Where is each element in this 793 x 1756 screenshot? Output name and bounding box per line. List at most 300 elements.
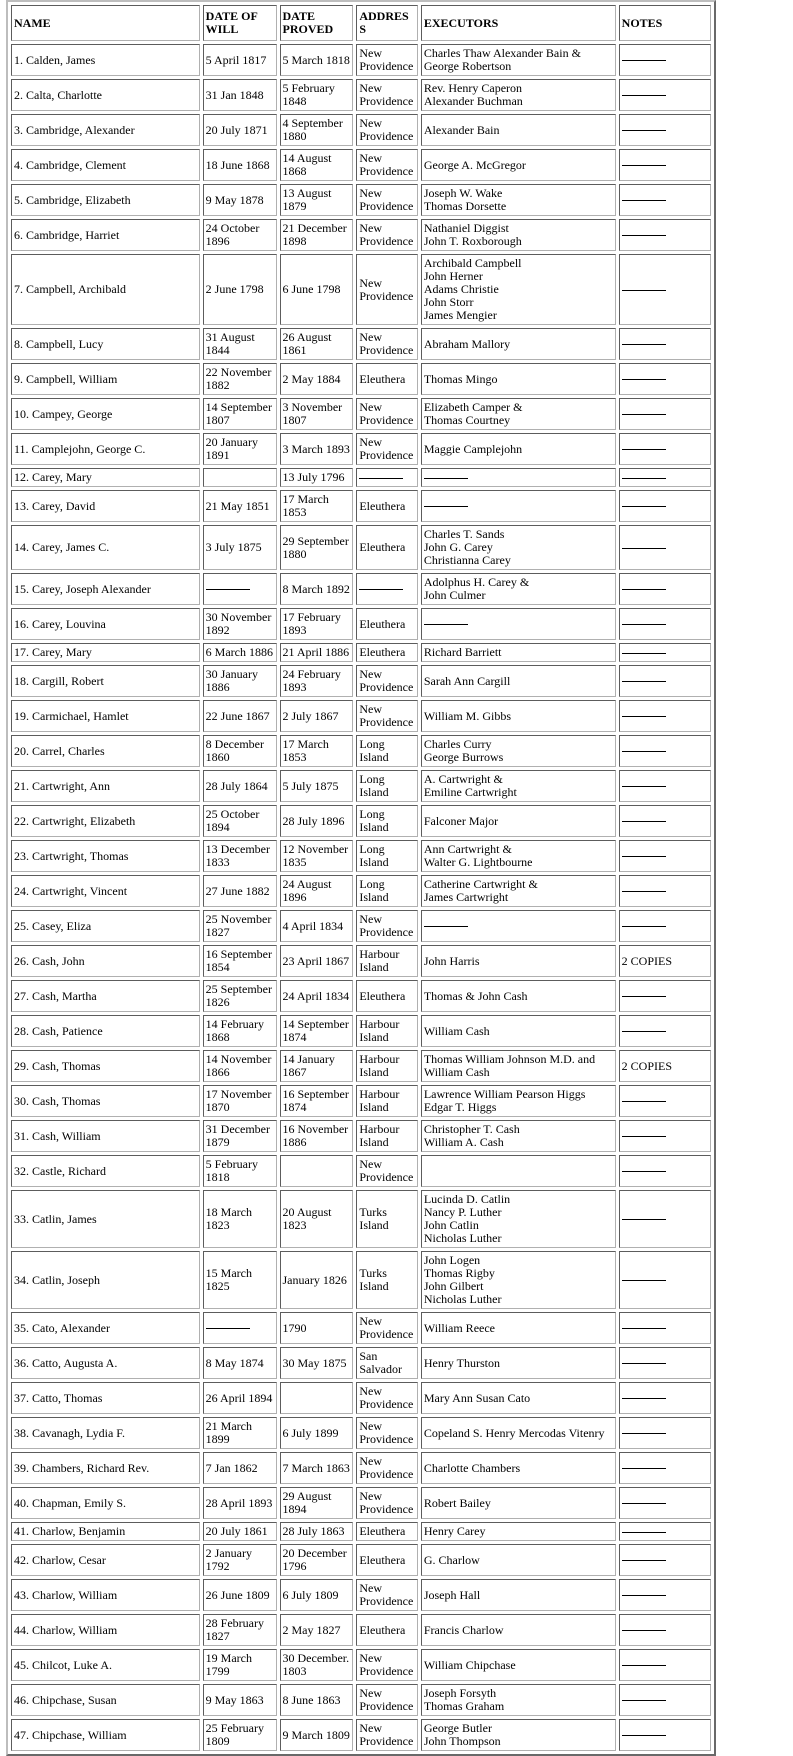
executor-name: Thomas & John Cash bbox=[423, 988, 528, 1003]
table-row bbox=[11, 468, 711, 487]
executor-name: Maggie Camplejohn bbox=[423, 441, 523, 456]
cell-date-proved: 17 March 1853 bbox=[280, 735, 354, 767]
cell-executors bbox=[421, 433, 616, 465]
cell-address: New Providence bbox=[356, 910, 418, 942]
cell-date-of-will: 18 March 1823 bbox=[203, 1190, 277, 1248]
cell-date-proved: 20 December 1796 bbox=[280, 1544, 354, 1576]
table-row bbox=[11, 114, 711, 146]
cell-notes bbox=[619, 1649, 711, 1681]
cell-executors bbox=[421, 1649, 616, 1681]
cell-notes bbox=[619, 1614, 711, 1646]
cell-date-of-will: 26 April 1894 bbox=[203, 1382, 277, 1414]
cell-address: Eleuthera bbox=[356, 980, 418, 1012]
cell-notes bbox=[619, 1719, 711, 1751]
cell-date-proved bbox=[280, 1382, 354, 1414]
blank-line bbox=[622, 589, 666, 590]
cell-name: 15. Carey, Joseph Alexander bbox=[11, 573, 200, 605]
cell-date-proved: 1790 bbox=[280, 1312, 354, 1344]
executor-name: Nathaniel Diggist bbox=[423, 221, 509, 235]
blank-line bbox=[622, 856, 666, 857]
cell-date-of-will: 13 December 1833 bbox=[203, 840, 277, 872]
executor-name: Alexander Buchman bbox=[423, 94, 523, 108]
cell-notes bbox=[619, 735, 711, 767]
cell-notes bbox=[619, 1251, 711, 1309]
cell-date-of-will: 25 September 1826 bbox=[203, 980, 277, 1012]
cell-date-proved: 8 June 1863 bbox=[280, 1684, 354, 1716]
cell-executors bbox=[421, 770, 616, 802]
executor-name: Joseph Forsyth bbox=[423, 1686, 497, 1700]
cell-notes bbox=[619, 700, 711, 732]
cell-date-of-will: 2 January 1792 bbox=[203, 1544, 277, 1576]
executor-name: Charles Thaw Alexander Bain & George Robertson bbox=[423, 46, 581, 73]
table-row bbox=[11, 1649, 711, 1681]
cell-date-of-will: 14 September 1807 bbox=[203, 398, 277, 430]
executor-name: Nicholas Luther bbox=[423, 1292, 502, 1306]
cell-date-of-will: 30 November 1892 bbox=[203, 608, 277, 640]
blank-line bbox=[622, 891, 666, 892]
cell-address bbox=[356, 468, 418, 487]
cell-executors bbox=[421, 805, 616, 837]
executor-name: G. Charlow bbox=[423, 1552, 480, 1567]
cell-date-of-will: 28 February 1827 bbox=[203, 1614, 277, 1646]
cell-date-proved: 3 March 1893 bbox=[280, 433, 354, 465]
cell-date-proved: 4 September 1880 bbox=[280, 114, 354, 146]
cell-date-proved: 16 November 1886 bbox=[280, 1120, 354, 1152]
cell-notes bbox=[619, 1544, 711, 1576]
cell-notes: 2 COPIES bbox=[619, 945, 711, 977]
blank-line bbox=[622, 1595, 666, 1596]
cell-notes bbox=[619, 980, 711, 1012]
blank-line bbox=[206, 589, 250, 590]
table-row bbox=[11, 665, 711, 697]
cell-address: New Providence bbox=[356, 184, 418, 216]
cell-address: San Salvador bbox=[356, 1347, 418, 1379]
table-row bbox=[11, 1719, 711, 1751]
cell-notes bbox=[619, 1452, 711, 1484]
executor-name: Thomas Graham bbox=[423, 1699, 505, 1713]
cell-date-proved: 24 February 1893 bbox=[280, 665, 354, 697]
cell-name: 32. Castle, Richard bbox=[11, 1155, 200, 1187]
cell-date-proved: 17 March 1853 bbox=[280, 490, 354, 522]
executor-name: Joseph Hall bbox=[423, 1587, 481, 1602]
table-row bbox=[11, 1347, 711, 1379]
cell-executors bbox=[421, 643, 616, 662]
cell-name: 24. Cartwright, Vincent bbox=[11, 875, 200, 907]
executor-name: Alexander Bain bbox=[423, 122, 500, 137]
cell-notes bbox=[619, 573, 711, 605]
executor-name: William A. Cash bbox=[423, 1135, 504, 1149]
blank-line bbox=[622, 1433, 666, 1434]
cell-name: 6. Cambridge, Harriet bbox=[11, 219, 200, 251]
cell-notes bbox=[619, 363, 711, 395]
table-row bbox=[11, 1522, 711, 1541]
table-row bbox=[11, 1382, 711, 1414]
blank-line bbox=[622, 1630, 666, 1631]
cell-address: Eleuthera bbox=[356, 643, 418, 662]
cell-date-proved: 4 April 1834 bbox=[280, 910, 354, 942]
executor-name: William Chipchase bbox=[423, 1657, 516, 1672]
table-row bbox=[11, 1487, 711, 1519]
cell-date-of-will: 20 January 1891 bbox=[203, 433, 277, 465]
cell-notes bbox=[619, 149, 711, 181]
executor-name: Charles T. Sands bbox=[423, 527, 505, 541]
executor-name: Catherine Cartwright & bbox=[423, 877, 538, 891]
blank-line bbox=[424, 624, 468, 625]
executor-name: Adolphus H. Carey & bbox=[423, 575, 530, 589]
cell-executors bbox=[421, 1251, 616, 1309]
executor-name: Archibald Campbell bbox=[423, 256, 522, 270]
cell-notes bbox=[619, 875, 711, 907]
cell-notes bbox=[619, 1684, 711, 1716]
blank-line bbox=[424, 926, 468, 927]
cell-address: Eleuthera bbox=[356, 490, 418, 522]
table-row bbox=[11, 1544, 711, 1576]
cell-executors bbox=[421, 149, 616, 181]
cell-notes bbox=[619, 254, 711, 325]
table-body bbox=[11, 44, 711, 1751]
blank-line bbox=[622, 1503, 666, 1504]
cell-address: New Providence bbox=[356, 219, 418, 251]
cell-date-of-will: 27 June 1882 bbox=[203, 875, 277, 907]
blank-line bbox=[622, 1700, 666, 1701]
cell-date-proved: 20 August 1823 bbox=[280, 1190, 354, 1248]
table-row bbox=[11, 254, 711, 325]
cell-notes bbox=[619, 114, 711, 146]
cell-date-proved: 24 April 1834 bbox=[280, 980, 354, 1012]
cell-date-proved: 6 July 1899 bbox=[280, 1417, 354, 1449]
cell-date-proved: 14 January 1867 bbox=[280, 1050, 354, 1082]
blank-line bbox=[622, 681, 666, 682]
blank-line bbox=[622, 95, 666, 96]
cell-date-of-will: 31 December 1879 bbox=[203, 1120, 277, 1152]
cell-name: 39. Chambers, Richard Rev. bbox=[11, 1452, 200, 1484]
executor-name: James Cartwright bbox=[423, 890, 509, 904]
table-row bbox=[11, 770, 711, 802]
cell-name: 17. Carey, Mary bbox=[11, 643, 200, 662]
blank-line bbox=[622, 200, 666, 201]
cell-date-of-will: 20 July 1861 bbox=[203, 1522, 277, 1541]
cell-name: 8. Campbell, Lucy bbox=[11, 328, 200, 360]
cell-address: New Providence bbox=[356, 44, 418, 76]
cell-executors bbox=[421, 398, 616, 430]
cell-executors bbox=[421, 1085, 616, 1117]
executor-name: Charlotte Chambers bbox=[423, 1460, 521, 1475]
cell-date-proved: 26 August 1861 bbox=[280, 328, 354, 360]
cell-executors bbox=[421, 114, 616, 146]
cell-executors bbox=[421, 1155, 616, 1187]
cell-date-of-will: 5 February 1818 bbox=[203, 1155, 277, 1187]
cell-date-proved bbox=[280, 1155, 354, 1187]
cell-executors bbox=[421, 490, 616, 522]
cell-name: 19. Carmichael, Hamlet bbox=[11, 700, 200, 732]
cell-date-of-will: 3 July 1875 bbox=[203, 525, 277, 570]
cell-name: 47. Chipchase, William bbox=[11, 1719, 200, 1751]
cell-executors bbox=[421, 525, 616, 570]
executor-name: John Logen bbox=[423, 1253, 481, 1267]
cell-date-of-will bbox=[203, 468, 277, 487]
cell-executors bbox=[421, 1417, 616, 1449]
cell-name: 36. Catto, Augusta A. bbox=[11, 1347, 200, 1379]
cell-executors bbox=[421, 1452, 616, 1484]
cell-name: 16. Carey, Louvina bbox=[11, 608, 200, 640]
executor-name: William M. Gibbs bbox=[423, 708, 512, 723]
blank-line bbox=[424, 506, 468, 507]
blank-line bbox=[622, 1468, 666, 1469]
cell-notes: 2 COPIES bbox=[619, 1050, 711, 1082]
cell-date-of-will: 31 Jan 1848 bbox=[203, 79, 277, 111]
cell-name: 22. Cartwright, Elizabeth bbox=[11, 805, 200, 837]
cell-name: 42. Charlow, Cesar bbox=[11, 1544, 200, 1576]
blank-line bbox=[622, 1398, 666, 1399]
executor-name: James Mengier bbox=[423, 308, 497, 322]
cell-address: New Providence bbox=[356, 665, 418, 697]
cell-notes bbox=[619, 1417, 711, 1449]
cell-notes bbox=[619, 219, 711, 251]
blank-line bbox=[359, 589, 403, 590]
executor-name: Thomas William Johnson M.D. and William Cash bbox=[423, 1052, 596, 1079]
cell-notes bbox=[619, 79, 711, 111]
cell-name: 5. Cambridge, Elizabeth bbox=[11, 184, 200, 216]
table-row bbox=[11, 525, 711, 570]
blank-line bbox=[424, 478, 468, 479]
cell-executors bbox=[421, 875, 616, 907]
cell-date-proved: 14 September 1874 bbox=[280, 1015, 354, 1047]
executor-name: John Harris bbox=[423, 953, 480, 968]
cell-address: New Providence bbox=[356, 328, 418, 360]
blank-line bbox=[622, 1363, 666, 1364]
cell-date-of-will: 31 August 1844 bbox=[203, 328, 277, 360]
cell-notes bbox=[619, 1347, 711, 1379]
cell-date-of-will: 9 May 1863 bbox=[203, 1684, 277, 1716]
cell-date-of-will: 22 November 1882 bbox=[203, 363, 277, 395]
blank-line bbox=[622, 165, 666, 166]
cell-date-proved: 30 May 1875 bbox=[280, 1347, 354, 1379]
cell-executors bbox=[421, 840, 616, 872]
table-row bbox=[11, 79, 711, 111]
blank-line bbox=[622, 624, 666, 625]
cell-date-of-will: 7 Jan 1862 bbox=[203, 1452, 277, 1484]
table-row bbox=[11, 875, 711, 907]
cell-executors bbox=[421, 79, 616, 111]
blank-line bbox=[622, 478, 666, 479]
executor-name: Thomas Dorsette bbox=[423, 199, 507, 213]
cell-address: Eleuthera bbox=[356, 1522, 418, 1541]
cell-address: Eleuthera bbox=[356, 1544, 418, 1576]
cell-executors bbox=[421, 573, 616, 605]
executor-name: Christianna Carey bbox=[423, 553, 511, 567]
cell-date-proved: 13 August 1879 bbox=[280, 184, 354, 216]
cell-address: New Providence bbox=[356, 149, 418, 181]
header-address: ADDRESS bbox=[356, 5, 418, 41]
blank-line bbox=[622, 1532, 666, 1533]
cell-executors bbox=[421, 735, 616, 767]
cell-executors bbox=[421, 1347, 616, 1379]
cell-name: 27. Cash, Martha bbox=[11, 980, 200, 1012]
cell-executors bbox=[421, 700, 616, 732]
table-row bbox=[11, 805, 711, 837]
cell-date-proved: 3 November 1807 bbox=[280, 398, 354, 430]
cell-executors bbox=[421, 945, 616, 977]
table-row bbox=[11, 1614, 711, 1646]
cell-notes bbox=[619, 1015, 711, 1047]
cell-executors bbox=[421, 1382, 616, 1414]
cell-date-proved: 28 July 1863 bbox=[280, 1522, 354, 1541]
blank-line bbox=[622, 414, 666, 415]
cell-name: 34. Catlin, Joseph bbox=[11, 1251, 200, 1309]
executor-name: Thomas Courtney bbox=[423, 413, 511, 427]
cell-date-of-will: 28 April 1893 bbox=[203, 1487, 277, 1519]
cell-executors bbox=[421, 184, 616, 216]
cell-date-of-will: 9 May 1878 bbox=[203, 184, 277, 216]
cell-address: New Providence bbox=[356, 1312, 418, 1344]
cell-address: Turks Island bbox=[356, 1251, 418, 1309]
cell-date-of-will: 8 December 1860 bbox=[203, 735, 277, 767]
cell-executors bbox=[421, 910, 616, 942]
cell-address: New Providence bbox=[356, 79, 418, 111]
executor-name: Falconer Major bbox=[423, 813, 499, 828]
blank-line bbox=[622, 1735, 666, 1736]
cell-date-of-will: 21 May 1851 bbox=[203, 490, 277, 522]
cell-name: 30. Cash, Thomas bbox=[11, 1085, 200, 1117]
executor-name: Nicholas Luther bbox=[423, 1231, 502, 1245]
cell-notes bbox=[619, 1155, 711, 1187]
table-row bbox=[11, 1452, 711, 1484]
cell-name: 14. Carey, James C. bbox=[11, 525, 200, 570]
cell-executors bbox=[421, 44, 616, 76]
cell-address: New Providence bbox=[356, 1452, 418, 1484]
executor-name: Charles Curry bbox=[423, 737, 492, 751]
cell-address: Turks Island bbox=[356, 1190, 418, 1248]
executor-name: Francis Charlow bbox=[423, 1622, 504, 1637]
cell-name: 41. Charlow, Benjamin bbox=[11, 1522, 200, 1541]
cell-date-proved: 14 August 1868 bbox=[280, 149, 354, 181]
blank-line bbox=[622, 716, 666, 717]
executor-name: Copeland S. Henry Mercodas Vitenry bbox=[423, 1425, 605, 1440]
cell-date-of-will: 24 October 1896 bbox=[203, 219, 277, 251]
cell-executors bbox=[421, 608, 616, 640]
cell-date-of-will: 21 March 1899 bbox=[203, 1417, 277, 1449]
executor-name: Richard Barriett bbox=[423, 645, 502, 659]
cell-name: 4. Cambridge, Clement bbox=[11, 149, 200, 181]
table-row bbox=[11, 945, 711, 977]
blank-line bbox=[622, 926, 666, 927]
executor-name: Lawrence William Pearson Higgs Edgar T. Higgs bbox=[423, 1087, 586, 1114]
cell-date-proved: 2 May 1827 bbox=[280, 1614, 354, 1646]
cell-executors bbox=[421, 1544, 616, 1576]
cell-name: 37. Catto, Thomas bbox=[11, 1382, 200, 1414]
cell-address: New Providence bbox=[356, 1487, 418, 1519]
cell-date-proved: 21 April 1886 bbox=[280, 643, 354, 662]
table-row bbox=[11, 608, 711, 640]
cell-address: Long Island bbox=[356, 875, 418, 907]
cell-name: 2. Calta, Charlotte bbox=[11, 79, 200, 111]
cell-date-proved: 5 March 1818 bbox=[280, 44, 354, 76]
table-row bbox=[11, 700, 711, 732]
cell-date-proved: 5 July 1875 bbox=[280, 770, 354, 802]
cell-date-of-will bbox=[203, 573, 277, 605]
table-row bbox=[11, 1190, 711, 1248]
cell-date-proved: 8 March 1892 bbox=[280, 573, 354, 605]
cell-date-of-will: 22 June 1867 bbox=[203, 700, 277, 732]
cell-address: New Providence bbox=[356, 1579, 418, 1611]
cell-notes bbox=[619, 1579, 711, 1611]
cell-name: 46. Chipchase, Susan bbox=[11, 1684, 200, 1716]
blank-line bbox=[622, 506, 666, 507]
cell-date-proved: 5 February 1848 bbox=[280, 79, 354, 111]
blank-line bbox=[622, 996, 666, 997]
cell-date-of-will: 16 September 1854 bbox=[203, 945, 277, 977]
cell-address: Eleuthera bbox=[356, 363, 418, 395]
header-notes: NOTES bbox=[619, 5, 711, 41]
cell-name: 26. Cash, John bbox=[11, 945, 200, 977]
executor-name: John G. Carey bbox=[423, 540, 493, 554]
cell-date-proved: 17 February 1893 bbox=[280, 608, 354, 640]
blank-line bbox=[622, 1328, 666, 1329]
cell-address: New Providence bbox=[356, 1719, 418, 1751]
blank-line bbox=[622, 1101, 666, 1102]
table-row bbox=[11, 1120, 711, 1152]
table-row bbox=[11, 1579, 711, 1611]
cell-address: Long Island bbox=[356, 735, 418, 767]
cell-date-of-will: 17 November 1870 bbox=[203, 1085, 277, 1117]
cell-name: 44. Charlow, William bbox=[11, 1614, 200, 1646]
blank-line bbox=[622, 1280, 666, 1281]
executor-name: Rev. Henry Caperon bbox=[423, 81, 523, 95]
cell-address: New Providence bbox=[356, 254, 418, 325]
cell-executors bbox=[421, 1190, 616, 1248]
cell-address: New Providence bbox=[356, 114, 418, 146]
blank-line bbox=[206, 1328, 250, 1329]
cell-date-of-will: 25 February 1809 bbox=[203, 1719, 277, 1751]
cell-name: 29. Cash, Thomas bbox=[11, 1050, 200, 1082]
blank-line bbox=[622, 344, 666, 345]
cell-date-of-will: 25 November 1827 bbox=[203, 910, 277, 942]
blank-line bbox=[622, 1031, 666, 1032]
executor-name: A. Cartwright & bbox=[423, 772, 503, 786]
blank-line bbox=[622, 1219, 666, 1220]
executor-name: William Cash bbox=[423, 1023, 490, 1038]
cell-name: 43. Charlow, William bbox=[11, 1579, 200, 1611]
cell-date-of-will bbox=[203, 1312, 277, 1344]
cell-notes bbox=[619, 910, 711, 942]
cell-date-of-will: 18 June 1868 bbox=[203, 149, 277, 181]
cell-date-proved: 9 March 1809 bbox=[280, 1719, 354, 1751]
executor-name: Robert Bailey bbox=[423, 1495, 491, 1510]
executor-name: Walter G. Lightbourne bbox=[423, 855, 533, 869]
cell-name: 35. Cato, Alexander bbox=[11, 1312, 200, 1344]
cell-address: Harbour Island bbox=[356, 1050, 418, 1082]
header-date-of-will: DATE OF WILL bbox=[203, 5, 277, 41]
cell-date-proved: 6 July 1809 bbox=[280, 1579, 354, 1611]
blank-line bbox=[622, 786, 666, 787]
blank-line bbox=[622, 60, 666, 61]
cell-notes bbox=[619, 184, 711, 216]
cell-name: 23. Cartwright, Thomas bbox=[11, 840, 200, 872]
cell-name: 11. Camplejohn, George C. bbox=[11, 433, 200, 465]
executor-name: Emiline Cartwright bbox=[423, 785, 517, 799]
cell-name: 25. Casey, Eliza bbox=[11, 910, 200, 942]
cell-date-proved: 29 September 1880 bbox=[280, 525, 354, 570]
executor-name: Christopher T. Cash bbox=[423, 1122, 520, 1136]
cell-address: New Providence bbox=[356, 433, 418, 465]
executor-name: Nancy P. Luther bbox=[423, 1205, 502, 1219]
cell-executors bbox=[421, 1614, 616, 1646]
cell-date-proved: 29 August 1894 bbox=[280, 1487, 354, 1519]
table-row bbox=[11, 433, 711, 465]
blank-line bbox=[622, 821, 666, 822]
cell-executors bbox=[421, 1050, 616, 1082]
executor-name: Thomas Rigby bbox=[423, 1266, 495, 1280]
